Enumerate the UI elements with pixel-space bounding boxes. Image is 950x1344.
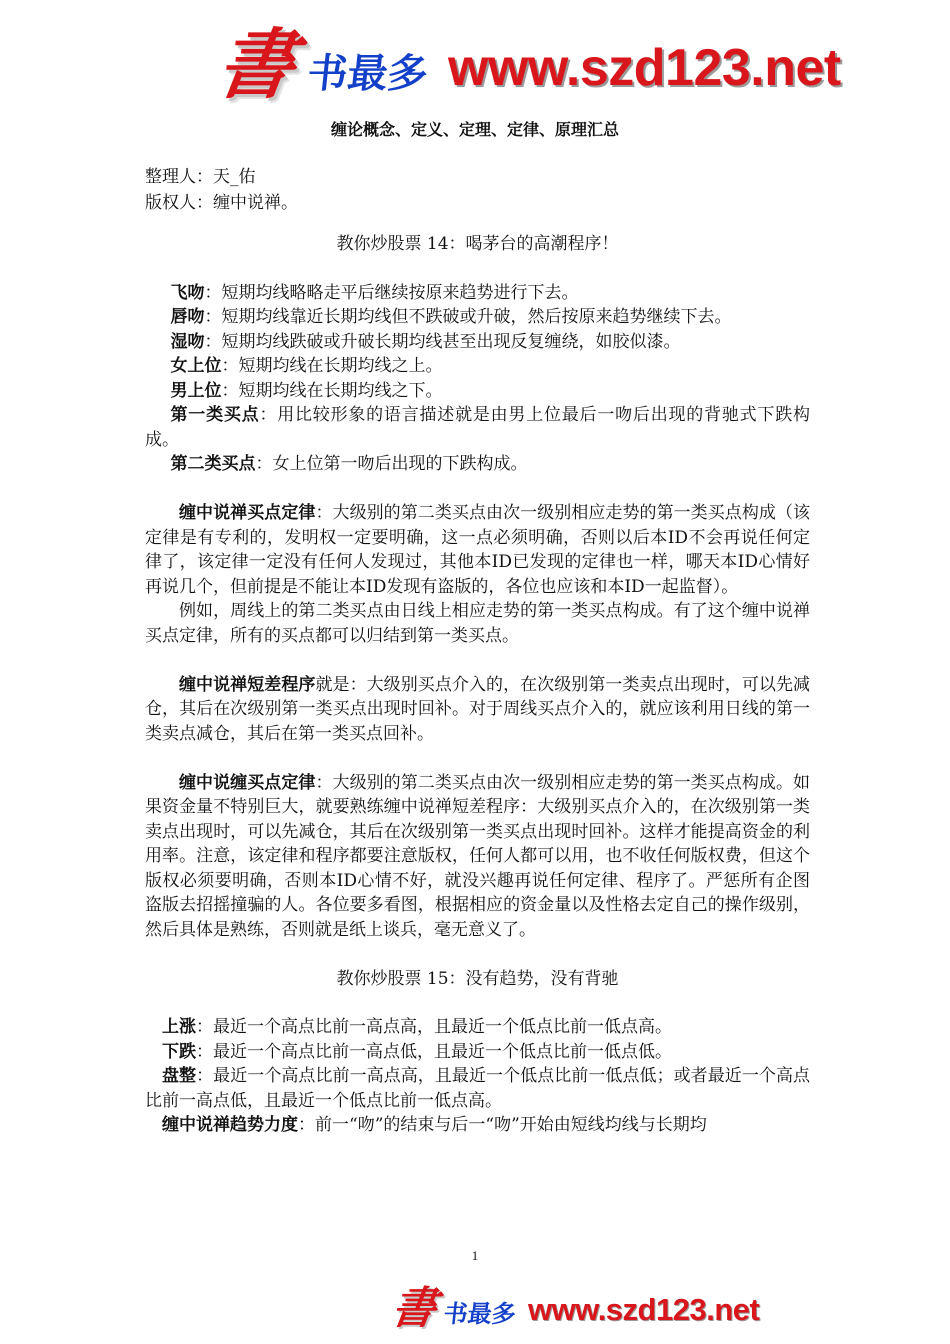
- definition-term: 湿吻: [170, 331, 205, 352]
- document-title: 缠论概念、定义、定理、定律、原理汇总: [330, 120, 619, 139]
- chan-buy-point-law-paragraph: [145, 771, 810, 943]
- law-term: 缠中说缠买点定律: [179, 772, 316, 793]
- definition-paragraph: [145, 379, 810, 404]
- short-diff-paragraph: [145, 673, 810, 747]
- definition-term: 女上位: [170, 356, 222, 376]
- definition-text: ：短期均线在长期均线之上。: [221, 356, 443, 376]
- paragraph-gap: [145, 477, 810, 502]
- definition-term: 第二类买点: [170, 454, 256, 474]
- definition-text: ：前一“吻”的结束与后一“吻”开始由短线均线与长期均: [298, 1115, 707, 1135]
- definition-term: 缠中说禅趋势力度: [162, 1115, 298, 1135]
- logo-brand-text: 书最多: [305, 50, 431, 97]
- editor-line: 整理人：天_佑: [145, 167, 256, 187]
- footer-logo: [388, 1283, 760, 1334]
- definition-term: 唇吻: [170, 307, 205, 327]
- paragraph-gap: [145, 746, 810, 771]
- logo-url-text: www.szd123.net: [448, 39, 841, 97]
- example-paragraph: 例如，周线上的第二类买点由日线上相应走势的第一类买点构成。有了这个缠中说禅买点定律，所有的买点都可以归结到第一类买点。: [145, 601, 810, 646]
- definition-paragraph: [145, 1040, 810, 1065]
- logo-url-text: www.szd123.net: [528, 1292, 760, 1327]
- copyright-line: 版权人：缠中说禅。: [145, 193, 298, 213]
- definition-text: ：最近一个高点比前一高点高，且最近一个低点比前一低点高。: [196, 1017, 672, 1037]
- definition-paragraph: [145, 281, 810, 306]
- document-meta: [145, 164, 298, 216]
- definition-text: ：用比较形象的语言描述就是由男上位最后一吻后出现的背驰式下跌构成。: [145, 405, 811, 450]
- definition-term: 上涨: [162, 1017, 196, 1037]
- chapter-14-title: 教你炒股票 14：喝茅台的高潮程序！: [336, 234, 619, 254]
- definition-text: ：短期均线跌破或升破长期均线甚至出现反复缠绕，如胶似漆。: [204, 331, 681, 352]
- document-body: [145, 232, 810, 1138]
- definition-text: ：短期均线在长期均线之下。: [221, 380, 443, 401]
- law-text: ：大级别的第二类买点由次一级别相应走势的第一类买点构成（该定律是有专利的，发明权一定要明确，这一点必须明确，否则以后本ID不会再说任何定律了，该定律一定没有任何人发现过，其他本ID已发现的定律也一样，哪天本ID心情好再说几个，但前提是不能让本ID发现有盗版的，各位也应该和本ID一起监督）。: [145, 503, 811, 597]
- logo-brand-text: 书最多: [442, 1299, 518, 1328]
- logo-book-glyph: 書: [388, 1283, 440, 1334]
- buy-point-law-paragraph: [145, 501, 810, 599]
- definition-term: 下跌: [162, 1041, 196, 1062]
- definition-text: ：短期均线略略走平后继续按原来趋势进行下去。: [204, 282, 579, 303]
- definition-paragraph: [145, 1113, 810, 1138]
- definition-term: 飞吻: [170, 282, 205, 303]
- definition-term: 盘整: [162, 1066, 197, 1086]
- law-term: 缠中说禅短差程序: [179, 674, 316, 695]
- page-number: 1: [471, 1248, 479, 1263]
- definition-term: 男上位: [170, 380, 222, 401]
- definition-paragraph: [145, 403, 810, 452]
- paragraph-gap: [145, 648, 810, 673]
- definition-paragraph: [145, 452, 810, 477]
- definition-paragraph: [145, 1015, 810, 1040]
- law-text: 就是：大级别买点介入的，在次级别第一类卖点出现时，可以先减仓，其后在次级别第一类买点出现时回补。对于周线买点介入的，就应该利用日线的第一类卖点减仓，其后在第一类买点回补。: [145, 674, 811, 744]
- chapter-15-title: 教你炒股票 15：没有趋势，没有背驰: [336, 968, 619, 989]
- law-term: 缠中说禅买点定律: [179, 503, 316, 523]
- definition-text: ：最近一个高点比前一高点低，且最近一个低点比前一低点低。: [196, 1041, 672, 1062]
- header-logo: [211, 20, 841, 109]
- definition-text: ：女上位第一吻后出现的下跌构成。: [255, 454, 528, 474]
- logo-book-glyph: 書: [211, 20, 301, 109]
- definition-paragraph: [145, 330, 810, 355]
- definition-paragraph: [145, 305, 810, 330]
- definition-term: 第一类买点: [170, 405, 260, 425]
- law-text: ：大级别的第二类买点由次一级别相应走势的第一类买点构成。如果资金量不特别巨大，就要熟练缠中说禅短差程序：大级别买点介入的，在次级别第一类卖点出现时，可以先减仓，其后在次级别第一类买点出现时回补。这样才能提高资金的利用率。注意，该定律和程序都要注意版权，任何人都可以用，也不收任何版权费，但这个版权必须要明确，否则本ID心情不好，就没兴趣再说任何定律、程序了。严惩所有企图盗版去招摇撞骗的人。各位要多看图，根据相应的资金量以及性格去定自己的操作级别，然后具体是熟练，否则就是纸上谈兵，毫无意义了。: [145, 772, 811, 940]
- paragraph-gap: [145, 942, 810, 967]
- definition-paragraph: [145, 1064, 810, 1113]
- definition-text: ：短期均线靠近长期均线但不跌破或升破，然后按原来趋势继续下去。: [204, 307, 732, 327]
- definition-paragraph: [145, 354, 810, 379]
- definition-text: ：最近一个高点比前一高点高，且最近一个低点比前一低点低；或者最近一个高点比前一高点低，且最近一个低点比前一低点高。: [145, 1066, 810, 1111]
